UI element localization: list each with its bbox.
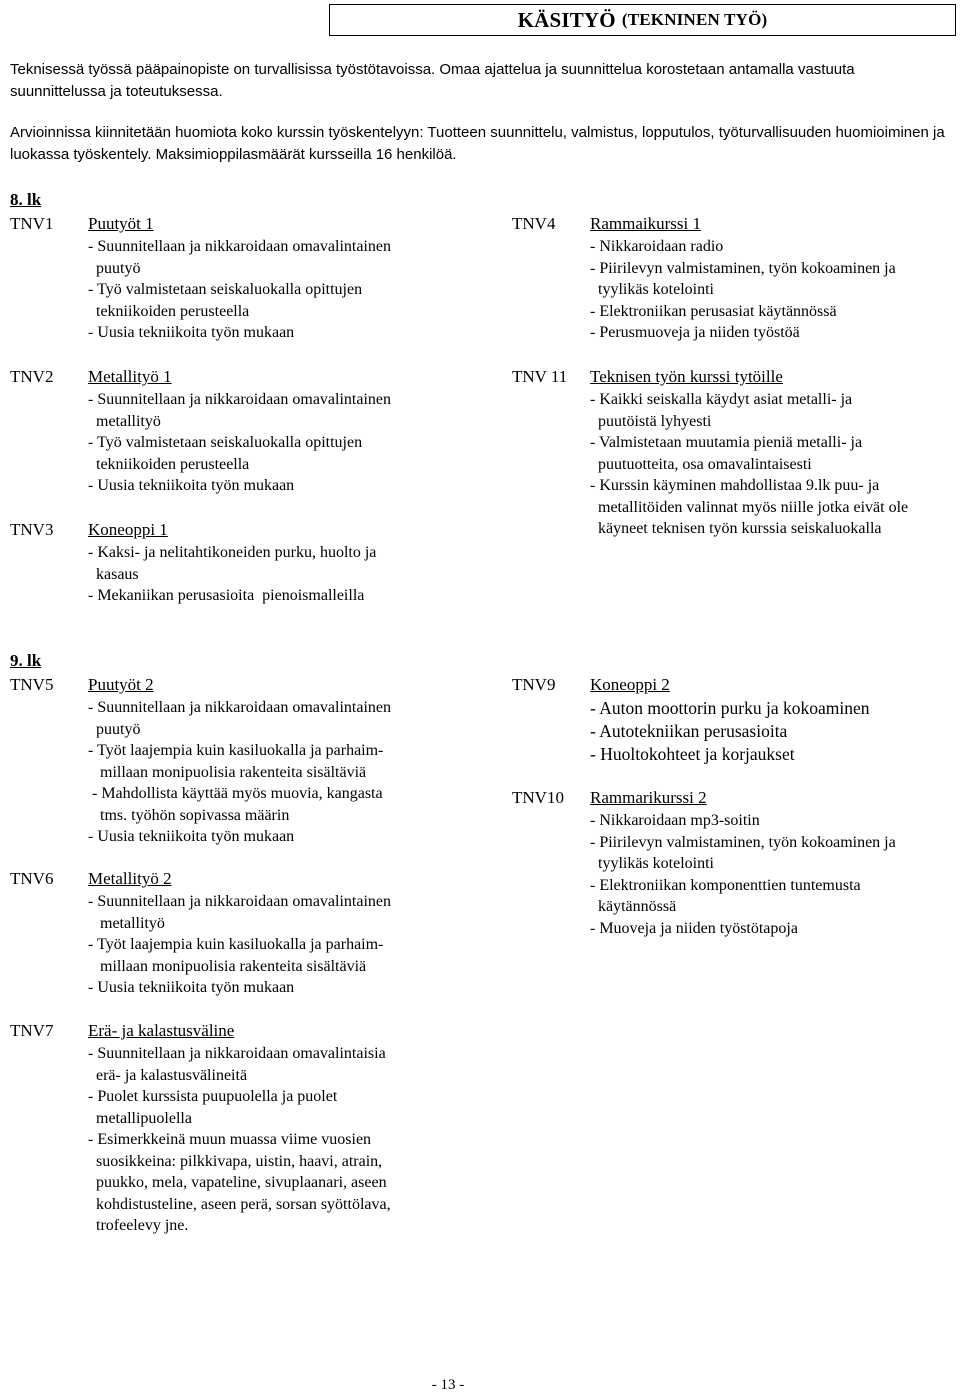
course-code: TNV3	[10, 520, 54, 539]
course-item-line: - Työt laajempia kuin kasiluokalla ja parhaim-	[88, 742, 384, 759]
course-item-line: metallityö	[88, 914, 165, 932]
intro-paragraph-2: Arvioinnissa kiinnitetään huomiota koko kurssin työskentelyyn: Tuotteen suunnittelu, valmistus, lopputulos, työturvallisuuden huomioiminen ja luokassa työskentely. Maksimioppilasmäärät kursseilla 16 henkilöä.	[10, 124, 945, 163]
course-items	[590, 697, 869, 766]
course-name: Puutyöt 1	[88, 214, 154, 233]
course-item-line: metallityö	[88, 412, 161, 430]
intro-paragraph-1: Teknisessä työssä pääpainopiste on turvallisissa työstötavoissa. Omaa ajattelua ja suunnittelua korostetaan antamalla vastuuta suunnittelussa ja toteutuksessa.	[10, 61, 855, 100]
course-item-line: - Nikkaroidaan radio	[590, 238, 724, 255]
grade-9-heading: 9. lk	[10, 651, 42, 670]
course-item-line: - Auton moottorin purku ja kokoaminen	[590, 698, 870, 718]
course-tnv9	[512, 675, 952, 765]
course-item-line: puutuotteita, osa omavalintaisesti	[590, 455, 812, 473]
course-item-line: - Uusia tekniikoita työn mukaan	[88, 979, 295, 996]
course-items	[88, 697, 391, 848]
course-item-line: - Suunnitellaan ja nikkaroidaan omavalintainen	[88, 699, 392, 716]
course-code: TNV 11	[512, 367, 568, 386]
course-name: Metallityö 2	[88, 869, 172, 888]
course-item-line: - Suunnitellaan ja nikkaroidaan omavalintainen	[88, 238, 392, 255]
course-item-line: - Kaksi- ja nelitahtikoneiden purku, huolto ja	[88, 544, 377, 561]
course-items	[88, 389, 391, 497]
course-name: Puutyöt 2	[88, 675, 154, 694]
course-item-line: käytännössä	[590, 898, 677, 915]
course-code: TNV9	[512, 675, 556, 694]
course-tnv1	[10, 214, 490, 344]
course-item-line: - Suunnitellaan ja nikkaroidaan omavalintainen	[88, 893, 392, 910]
page-number: - 13 -	[431, 1377, 465, 1393]
course-item-line: millaan monipuolisia rakenteita sisältäviä	[88, 763, 367, 781]
course-name: Metallityö 1	[88, 367, 172, 386]
title-main: KÄSITYÖ	[517, 7, 616, 32]
course-name: Teknisen työn kurssi tytöille	[590, 367, 783, 386]
course-tnv7	[10, 1021, 490, 1241]
course-items	[88, 236, 391, 344]
course-item-line: tyylikäs kotelointi	[590, 281, 714, 298]
course-code: TNV10	[512, 788, 564, 807]
course-name: Koneoppi 2	[590, 675, 670, 694]
course-item-line: tms. työhön sopivassa määrin	[88, 806, 290, 824]
course-item-line: puukko, mela, vapateline, sivuplaanari, aseen	[88, 1174, 387, 1191]
course-item-line: puutyö	[88, 259, 141, 277]
grade-8-heading: 8. lk	[10, 190, 42, 209]
course-item-line: trofeelevy jne.	[88, 1217, 189, 1234]
page-title	[329, 4, 956, 36]
course-item-line: - Työt laajempia kuin kasiluokalla ja parhaim-	[88, 936, 384, 953]
course-item-line: - Työ valmistetaan seiskaluokalla opittujen	[88, 281, 363, 298]
course-items	[88, 891, 391, 999]
course-item-line: - Uusia tekniikoita työn mukaan	[88, 828, 295, 845]
course-item-line: puutöistä lyhyesti	[590, 412, 712, 430]
course-item-line: tekniikoiden perusteella	[88, 302, 250, 320]
course-name: Erä- ja kalastusväline	[88, 1021, 235, 1040]
title-sub: (TEKNINEN TYÖ)	[621, 10, 768, 29]
course-item-line: - Kaikki seiskalla käydyt asiat metalli- ja	[590, 391, 853, 408]
course-items	[590, 389, 908, 540]
course-item-line: käyneet teknisen työn kurssia seiskaluokalla	[590, 520, 882, 537]
course-tnv11	[512, 367, 952, 537]
course-name: Rammarikurssi 2	[590, 788, 707, 807]
course-item-line: kohdistusteline, aseen perä, sorsan syöttölava,	[88, 1195, 391, 1213]
course-item-line: - Piirilevyn valmistaminen, työn kokoaminen ja	[590, 833, 896, 851]
course-name: Rammaikurssi 1	[590, 214, 701, 233]
course-item-line: metallipuolella	[88, 1109, 192, 1127]
course-tnv6	[10, 869, 490, 999]
course-item-line: erä- ja kalastusvälineitä	[88, 1066, 248, 1084]
course-item-line: - Suunnitellaan ja nikkaroidaan omavalintaisia	[88, 1045, 386, 1062]
course-item-line: kasaus	[88, 565, 139, 583]
course-item-line: - Mahdollista käyttää myös muovia, kangasta	[88, 785, 383, 802]
course-name: Koneoppi 1	[88, 520, 168, 539]
course-items	[88, 542, 376, 607]
course-item-line: suosikkeina: pilkkivapa, uistin, haavi, atrain,	[88, 1152, 383, 1170]
course-item-line: - Mekaniikan perusasioita pienoismalleilla	[88, 587, 365, 604]
course-item-line: - Nikkaroidaan mp3-soitin	[590, 812, 760, 829]
course-items	[590, 810, 896, 939]
course-item-line: tyylikäs kotelointi	[590, 855, 714, 872]
course-tnv3	[10, 520, 490, 610]
course-item-line: metallitöiden valinnat myös niille jotka eivät ole	[590, 498, 909, 516]
course-item-line: - Muoveja ja niiden työstötapoja	[590, 919, 798, 937]
course-item-line: - Uusia tekniikoita työn mukaan	[88, 324, 295, 341]
course-item-line: puutyö	[88, 720, 141, 738]
course-item-line: - Piirilevyn valmistaminen, työn kokoaminen ja	[590, 259, 896, 277]
course-item-line: - Elektroniikan komponenttien tuntemusta	[590, 876, 861, 894]
course-item-line: - Perusmuoveja ja niiden työstöä	[590, 324, 800, 341]
course-items	[590, 236, 896, 344]
course-item-line: - Suunnitellaan ja nikkaroidaan omavalintainen	[88, 391, 392, 408]
course-code: TNV4	[512, 214, 556, 233]
course-tnv2	[10, 367, 490, 497]
course-code: TNV7	[10, 1021, 54, 1040]
course-tnv4	[512, 214, 952, 344]
course-item-line: - Kurssin käyminen mahdollistaa 9.lk puu- ja	[590, 477, 880, 494]
course-item-line: tekniikoiden perusteella	[88, 455, 250, 473]
course-item-line: - Elektroniikan perusasiat käytännössä	[590, 302, 837, 320]
course-code: TNV5	[10, 675, 54, 694]
course-tnv5	[10, 675, 490, 845]
course-code: TNV2	[10, 367, 54, 386]
course-item-line: - Huoltokohteet ja korjaukset	[590, 744, 795, 764]
course-item-line: - Valmistetaan muutamia pieniä metalli- ja	[590, 434, 863, 451]
course-item-line: - Uusia tekniikoita työn mukaan	[88, 477, 295, 494]
course-item-line: - Työ valmistetaan seiskaluokalla opittujen	[88, 434, 363, 451]
course-code: TNV1	[10, 214, 54, 233]
course-items	[88, 1043, 391, 1237]
course-item-line: - Esimerkkeinä muun muassa viime vuosien	[88, 1131, 372, 1148]
course-tnv10	[512, 788, 952, 938]
course-item-line: millaan monipuolisia rakenteita sisältäviä	[88, 957, 367, 975]
course-item-line: - Puolet kurssista puupuolella ja puolet	[88, 1088, 338, 1105]
course-item-line: - Autotekniikan perusasioita	[590, 721, 788, 741]
course-code: TNV6	[10, 869, 54, 888]
